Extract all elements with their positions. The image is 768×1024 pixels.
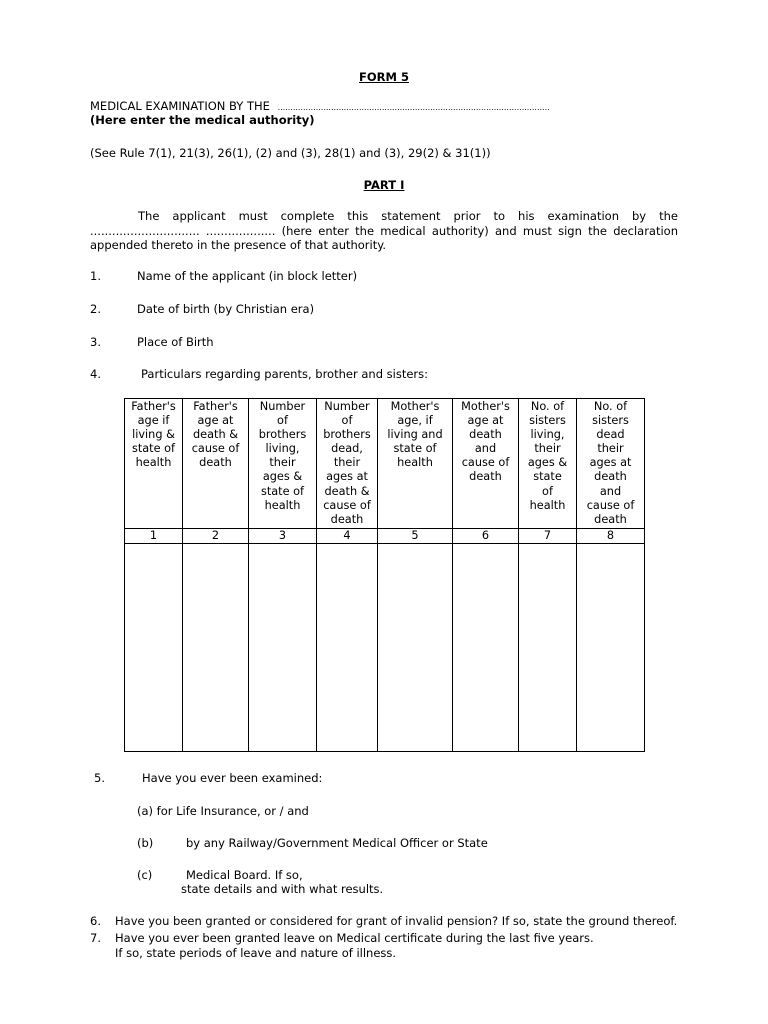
column-number: 6 bbox=[453, 529, 519, 544]
item-2-number: 2. bbox=[90, 302, 101, 316]
header-cell-brothers-living: Number of brothers living, their ages & state of health bbox=[249, 399, 317, 529]
header-cell-mother-living: Mother's age, if living and state of health bbox=[378, 399, 453, 529]
column-number: 2 bbox=[183, 529, 249, 544]
item-4-text: Particulars regarding parents, brother and sisters: bbox=[141, 367, 429, 381]
header-cell-brothers-dead: Number of brothers dead, their ages at death & cause of death bbox=[317, 399, 378, 529]
item-5-number: 5. bbox=[94, 771, 105, 785]
entry-cell-brothers-dead[interactable] bbox=[317, 544, 378, 752]
header-cell-sisters-living: No. of sisters living, their ages & state of health bbox=[519, 399, 577, 529]
entry-cell-brothers-living[interactable] bbox=[249, 544, 317, 752]
item-5c-label: (c) bbox=[137, 868, 153, 882]
item-5b-text: by any Railway/Government Medical Officer or State bbox=[186, 836, 488, 850]
header-cell-father-living: Father's age if living & state of health bbox=[125, 399, 183, 529]
table-entry-row bbox=[125, 544, 645, 752]
item-3-text: Place of Birth bbox=[137, 335, 214, 349]
item-5b-label: (b) bbox=[137, 836, 154, 850]
entry-cell-father-living[interactable] bbox=[125, 544, 183, 752]
item-2-text: Date of birth (by Christian era) bbox=[137, 302, 315, 316]
family-particulars-table bbox=[124, 398, 645, 752]
entry-cell-sisters-dead[interactable] bbox=[577, 544, 645, 752]
authority-note: (Here enter the medical authority) bbox=[90, 113, 315, 127]
column-number: 7 bbox=[519, 529, 577, 544]
exam-line bbox=[90, 99, 550, 113]
table-number-row bbox=[125, 529, 645, 544]
item-7-text: Have you ever been granted leave on Medical certificate during the last five years. bbox=[115, 931, 594, 945]
item-1-text: Name of the applicant (in block letter) bbox=[137, 269, 358, 283]
form-title: FORM 5 bbox=[359, 70, 409, 84]
entry-cell-mother-living[interactable] bbox=[378, 544, 453, 752]
column-number: 8 bbox=[577, 529, 645, 544]
part-heading: PART I bbox=[363, 178, 405, 192]
item-7-text-continued: If so, state periods of leave and nature of illness. bbox=[115, 946, 397, 960]
item-1-number: 1. bbox=[90, 269, 101, 283]
item-3-number: 3. bbox=[90, 335, 101, 349]
item-4-number: 4. bbox=[90, 367, 101, 381]
entry-cell-mother-death[interactable] bbox=[453, 544, 519, 752]
item-6-text: Have you been granted or considered for grant of invalid pension? If so, state the ground thereof. bbox=[115, 914, 678, 928]
item-5c-text: Medical Board. If so, bbox=[186, 868, 303, 882]
column-number: 5 bbox=[378, 529, 453, 544]
header-cell-mother-death: Mother's age at death and cause of death bbox=[453, 399, 519, 529]
header-cell-father-death: Father's age at death & cause of death bbox=[183, 399, 249, 529]
table-header-row bbox=[125, 399, 645, 529]
entry-cell-father-death[interactable] bbox=[183, 544, 249, 752]
exam-line-blank: ........................................................................................................... bbox=[277, 103, 550, 112]
header-cell-sisters-dead: No. of sisters dead their ages at death and cause of death bbox=[577, 399, 645, 529]
item-7-number: 7. bbox=[90, 931, 101, 945]
column-number: 1 bbox=[125, 529, 183, 544]
item-5-text: Have you ever been examined: bbox=[142, 771, 323, 785]
item-5c-text-continued: state details and with what results. bbox=[181, 882, 384, 896]
intro-paragraph: The applicant must complete this statement prior to his examination by the .............................. ................... (here enter the medical authority) and must sign the declaration appended thereto in the presence of that authority. bbox=[90, 209, 678, 252]
column-number: 3 bbox=[249, 529, 317, 544]
item-6-number: 6. bbox=[90, 914, 101, 928]
entry-cell-sisters-living[interactable] bbox=[519, 544, 577, 752]
column-number: 4 bbox=[317, 529, 378, 544]
rule-reference: (See Rule 7(1), 21(3), 26(1), (2) and (3), 28(1) and (3), 29(2) & 31(1)) bbox=[90, 146, 491, 160]
item-5a-text: (a) for Life Insurance, or / and bbox=[137, 804, 309, 818]
exam-line-label: MEDICAL EXAMINATION BY THE bbox=[90, 99, 270, 113]
